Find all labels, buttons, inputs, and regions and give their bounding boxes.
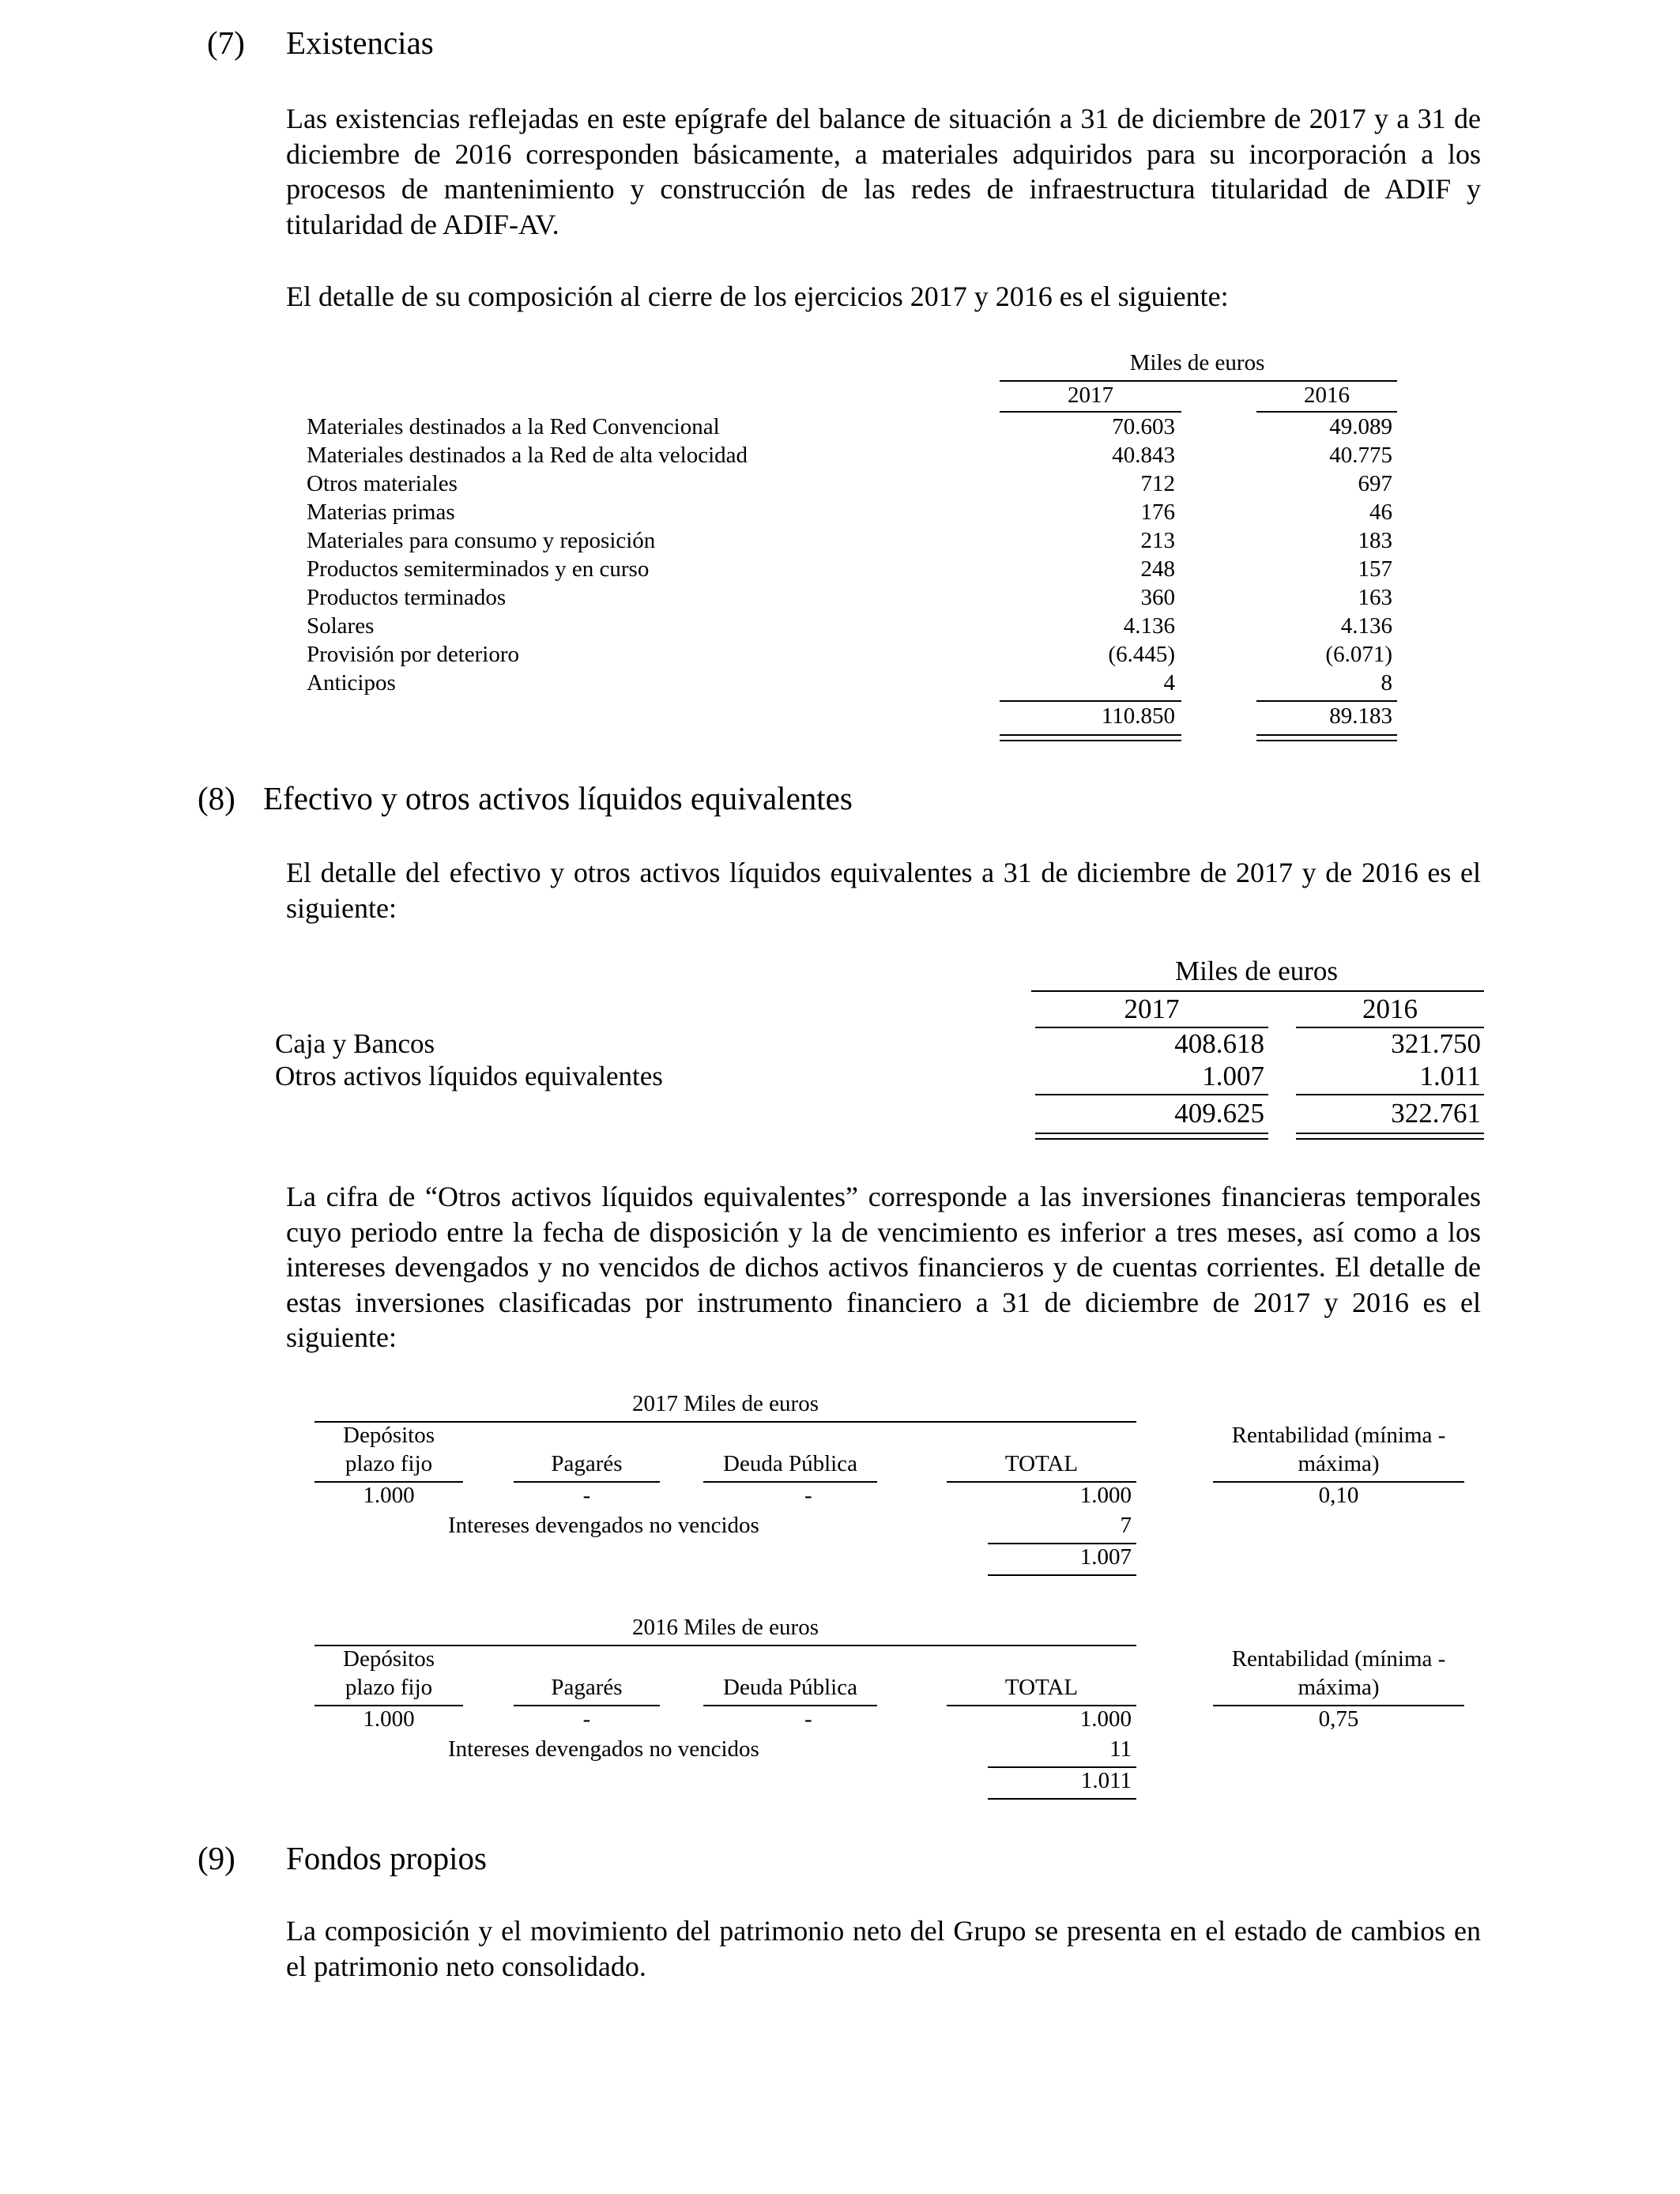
inventory-row-2017: 712 — [1140, 471, 1175, 496]
cash-total-2017: 409.625 — [1174, 1098, 1264, 1129]
inventory-row-2017: 40.843 — [1112, 443, 1175, 468]
cash-row-2016: 321.750 — [1391, 1028, 1481, 1059]
intereses-value: 7 — [1120, 1513, 1132, 1538]
value-depositos: 1.000 — [363, 1706, 415, 1732]
inventory-row-2017: 360 — [1140, 585, 1175, 610]
investment-grand-total: 1.007 — [1079, 1544, 1132, 1570]
section-8-title: Efectivo y otros activos líquidos equivalentes — [263, 780, 853, 816]
inventory-row-label: Anticipos — [307, 670, 396, 696]
inventory-row-2016: 163 — [1358, 585, 1392, 610]
cash-total-2016: 322.761 — [1391, 1098, 1481, 1129]
value-rentabilidad: 0,75 — [1318, 1706, 1359, 1732]
section-9-number: (9) — [198, 1840, 235, 1876]
inventory-col-2016: 2016 — [1304, 383, 1350, 408]
section-7-paragraph-2: El detalle de su composición al cierre de los ejercicios 2017 y 2016 es el siguiente: — [286, 281, 1229, 312]
inventory-row-2016: 4.136 — [1340, 613, 1392, 639]
header-depositos-line2: plazo fijo — [345, 1675, 433, 1700]
inventory-row-2017: 213 — [1140, 528, 1175, 553]
section-8-paragraph-2: La cifra de “Otros activos líquidos equivalentes” corresponde a las inversiones financieras temporales cuyo periodo entre la fecha de disposición y la de vencimiento es inferior a tres meses, así como a los intereses devengados y no vencidos de dichos activos financieros y de cuentas corrientes. El detalle de estas inversiones clasificadas por instrumento financiero a 31 de diciembre de 2017 y 2016 es el siguiente: — [286, 1181, 1481, 1353]
inventory-total-2017: 110.850 — [1101, 703, 1175, 729]
cash-row-2017: 1.007 — [1202, 1061, 1264, 1091]
inventory-row-2016: 46 — [1369, 499, 1392, 525]
header-depositos-line2: plazo fijo — [345, 1451, 433, 1476]
cash-row-2016: 1.011 — [1419, 1061, 1481, 1091]
header-rentabilidad-line2: máxima) — [1298, 1451, 1380, 1476]
value-deuda-publica: - — [804, 1483, 812, 1508]
cash-row-2017: 408.618 — [1174, 1028, 1264, 1059]
grand-total-rule — [988, 1798, 1136, 1800]
header-pagares: Pagarés — [551, 1451, 623, 1476]
inventory-row-label: Provisión por deterioro — [307, 642, 520, 667]
intereses-label: Intereses devengados no vencidos — [448, 1513, 759, 1538]
header-rentabilidad-line1: Rentabilidad (mínima - — [1231, 1646, 1446, 1672]
intereses-label: Intereses devengados no vencidos — [448, 1736, 759, 1762]
inventory-col-2017: 2017 — [1068, 383, 1113, 408]
inventory-row-2016: 157 — [1358, 556, 1392, 582]
cash-unit-header: Miles de euros — [1174, 956, 1339, 986]
inventory-row-2017: 70.603 — [1112, 414, 1175, 439]
inventory-row-2016: 183 — [1358, 528, 1392, 553]
inventory-row-label: Otros materiales — [307, 471, 458, 496]
value-pagares: - — [582, 1483, 591, 1508]
inventory-row-2017: 4 — [1163, 670, 1175, 696]
value-pagares: - — [582, 1706, 591, 1732]
inventory-row-2017: 248 — [1140, 556, 1175, 582]
investment-table-title: 2017 Miles de euros — [632, 1391, 819, 1416]
inventory-row-label: Materiales destinados a la Red de alta velocidad — [307, 443, 748, 468]
investment-table-title: 2016 Miles de euros — [632, 1615, 819, 1640]
inventory-row-label: Productos semiterminados y en curso — [307, 556, 650, 582]
inventory-row-label: Solares — [307, 613, 375, 639]
header-depositos-line1: Depósitos — [343, 1646, 435, 1672]
header-total: TOTAL — [1004, 1451, 1079, 1476]
value-rentabilidad: 0,10 — [1318, 1483, 1359, 1508]
cash-col-2017: 2017 — [1124, 993, 1180, 1024]
inventory-row-2016: 8 — [1381, 670, 1392, 696]
inventory-unit-header: Miles de euros — [1129, 350, 1265, 375]
investment-grand-total: 1.011 — [1080, 1768, 1132, 1793]
header-total: TOTAL — [1004, 1675, 1079, 1700]
inventory-row-2017: (6.445) — [1108, 642, 1175, 667]
inventory-row-2017: 176 — [1140, 499, 1175, 525]
section-9-paragraph-1: La composición y el movimiento del patrimonio neto del Grupo se presenta en el estado de cambios en el patrimonio neto consolidado. — [286, 1915, 1481, 1982]
intereses-value: 11 — [1109, 1736, 1132, 1762]
inventory-row-label: Productos terminados — [307, 585, 507, 610]
header-rentabilidad-line1: Rentabilidad (mínima - — [1231, 1423, 1446, 1448]
inventory-row-2017: 4.136 — [1123, 613, 1175, 639]
value-deuda-publica: - — [804, 1706, 812, 1732]
cash-row-label: Caja y Bancos — [275, 1028, 435, 1059]
section-7-number: (7) — [207, 25, 245, 61]
value-depositos: 1.000 — [363, 1483, 415, 1508]
header-deuda-publica: Deuda Pública — [723, 1451, 857, 1476]
header-depositos-line1: Depósitos — [343, 1423, 435, 1448]
inventory-row-2016: (6.071) — [1325, 642, 1392, 667]
inventory-row-label: Materiales para consumo y reposición — [307, 528, 656, 553]
value-total: 1.000 — [1079, 1483, 1132, 1508]
inventory-total-2016: 89.183 — [1329, 703, 1392, 729]
inventory-row-2016: 49.089 — [1329, 414, 1392, 439]
section-9-title: Fondos propios — [286, 1840, 488, 1876]
header-deuda-rule — [703, 1705, 877, 1706]
inventory-row-label: Materias primas — [307, 499, 455, 525]
section-8-paragraph-1: El detalle del efectivo y otros activos líquidos equivalentes a 31 de diciembre de 2017 y de 2016 es el siguiente: — [286, 857, 1481, 924]
cash-row-label: Otros activos líquidos equivalentes — [275, 1061, 663, 1091]
inventory-row-2016: 40.775 — [1329, 443, 1392, 468]
header-rentabilidad-line2: máxima) — [1298, 1675, 1380, 1700]
section-7-paragraph-1: Las existencias reflejadas en este epígrafe del balance de situación a 31 de diciembre de 2017 y a 31 de diciembre de 2016 corresponden básicamente, a materiales adquiridos para su incorporación a los procesos de mantenimiento y construcción de las redes de infraestructura titularidad de ADIF y titularidad de ADIF-AV. — [286, 103, 1481, 240]
header-deuda-publica: Deuda Pública — [723, 1675, 857, 1700]
section-7-title: Existencias — [286, 25, 434, 61]
cash-col-2016: 2016 — [1362, 993, 1418, 1024]
inventory-row-2016: 697 — [1358, 471, 1392, 496]
inventory-row-label: Materiales destinados a la Red Convencional — [307, 414, 720, 439]
header-pagares: Pagarés — [551, 1675, 623, 1700]
section-8-number: (8) — [198, 780, 235, 816]
value-total: 1.000 — [1079, 1706, 1132, 1732]
